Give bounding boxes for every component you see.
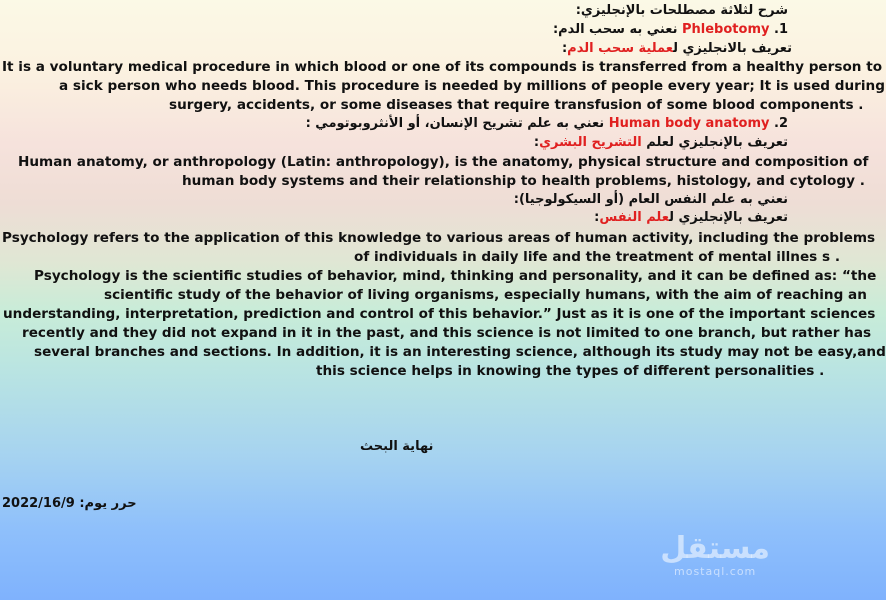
date-value: 2022/16/9 bbox=[2, 496, 75, 511]
term1-def-suffix: : bbox=[561, 41, 568, 56]
term2-def-term: التشريح البشري bbox=[539, 135, 642, 150]
watermark-latin: mostaql.com bbox=[674, 565, 757, 578]
term2-number: 2. bbox=[774, 116, 788, 131]
end-text: نهاية البحث bbox=[360, 439, 434, 454]
date-line bbox=[2, 495, 137, 513]
term2-def-suffix: : bbox=[533, 135, 540, 150]
term3-line-5: understanding, interpretation, prediction and control of this behavior.” Just as it is one of the important sciences bbox=[3, 306, 876, 322]
watermark-logo bbox=[660, 532, 770, 578]
term1-def-term: عملية سحب الدم bbox=[567, 41, 674, 56]
term3-line-4: scientific study of the behavior of living organisms, especially humans, with the aim of reaching an bbox=[104, 287, 867, 303]
term2-line-1: Human anatomy, or anthropology (Latin: anthropology), is the anatomy, physical structure and composition of bbox=[18, 154, 869, 170]
term2-title bbox=[306, 115, 788, 133]
term2-line-2: human body systems and their relationship to health problems, histology, and cytology . bbox=[182, 173, 865, 189]
term2-def-prefix: تعريف بالإنجليزي لعلم bbox=[641, 135, 788, 150]
term3-title: نعني به علم النفس العام (أو السيكولوجيا): bbox=[513, 192, 788, 207]
term3-def-prefix: تعريف بالإنجليزي ل bbox=[669, 210, 788, 225]
term1-definition-label bbox=[562, 40, 792, 58]
term3-def-term: علم النفس bbox=[599, 210, 670, 225]
term2-meaning: نعني به علم تشريح الإنسان، أو الأنثروبوتومي : bbox=[305, 116, 605, 131]
doc-heading: شرح لثلاثة مصطلحات بالإنجليزي: bbox=[575, 3, 788, 18]
term3-line-6: recently and they did not expand in it in the past, and this science is not limited to one branch, but rather has bbox=[22, 325, 872, 341]
term1-def-prefix: تعريف بالانجليزي ل bbox=[673, 41, 792, 56]
term1-line-3: surgery, accidents, or some diseases that require transfusion of some blood components . bbox=[169, 97, 864, 113]
term3-line-3: Psychology is the scientific studies of behavior, mind, thinking and personality, and it can be defined as: “the bbox=[34, 268, 877, 284]
term1-line-2: a sick person who needs blood. This procedure is needed by millions of people every year; It is used during bbox=[59, 78, 885, 94]
term3-def-suffix: : bbox=[594, 210, 600, 225]
term1-line-1: It is a voluntary medical procedure in which blood or one of its compounds is transferred from a healthy person to bbox=[2, 59, 883, 75]
term3-line-2: of individuals in daily life and the treatment of mental illnes s . bbox=[354, 249, 840, 265]
date-label: حرر يوم: bbox=[79, 496, 137, 511]
term3-definition-label bbox=[594, 209, 788, 227]
term3-line-8: this science helps in knowing the types of different personalities . bbox=[316, 363, 825, 379]
term1-title bbox=[553, 21, 788, 39]
term1-term: Phlebotomy bbox=[682, 22, 770, 37]
term2-definition-label bbox=[534, 134, 788, 152]
term1-number: 1. bbox=[774, 22, 788, 37]
term3-line-1: Psychology refers to the application of this knowledge to various areas of human activity, including the problems bbox=[2, 230, 876, 246]
term3-line-7: several branches and sections. In addition, it is an interesting science, although its study may not be easy,and bbox=[34, 344, 886, 360]
watermark-arabic: مستقل bbox=[660, 531, 770, 566]
term2-term: Human body anatomy bbox=[608, 116, 770, 131]
term1-meaning: نعني به سحب الدم: bbox=[552, 22, 678, 37]
